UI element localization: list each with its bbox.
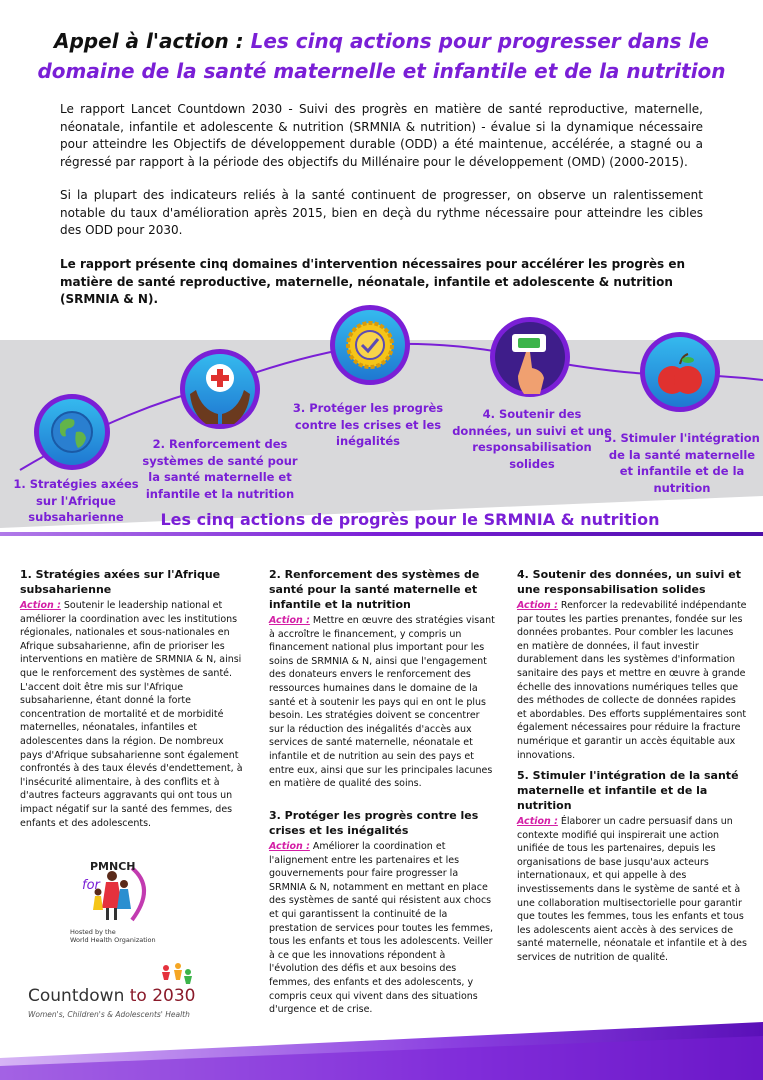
pmnch-for: for xyxy=(82,878,100,893)
action-2-heading: 2. Renforcement des systèmes de santé pour la santé maternelle et infantile et la nutrition xyxy=(269,568,480,611)
intro-paragraph-3: Le rapport présente cinq domaines d'intervention nécessaires pour accélérer les progrès en matière de santé reproductive, maternelle, néonatale, infantile et adolescente & nutrition (SRMNIA & N). xyxy=(60,257,685,306)
action-4-label: Action : xyxy=(517,600,558,611)
action-1-section xyxy=(20,567,248,830)
hand-pressing-button-icon xyxy=(490,317,570,397)
globe-icon xyxy=(34,394,110,470)
action-4-body: Renforcer la redevabilité indépendante par toutes les parties prenantes, fondée sur les données probantes. Pour combler les lacunes en matière de données, il faut investir durablement dans les systèmes d'information sanitaire des pays et mettre en œuvre à grande échelle des innovations numériques telles que des méthodes de collecte de données rapides et abordables. Des efforts supplémentaires sont également nécessaires pour réduire la fracture numérique et garantir un accès équitable aux innovations. xyxy=(517,600,747,761)
action-3-section xyxy=(269,808,497,1017)
countdown-text-2: to 2030 xyxy=(129,986,196,1006)
pmnch-hosted-line1: Hosted by the xyxy=(70,928,116,936)
footer-wave xyxy=(0,1018,763,1080)
action-2-label: Action : xyxy=(269,615,310,626)
action-1-heading: 1. Stratégies axées sur l'Afrique subsaharienne xyxy=(20,568,221,596)
step-label-5: 5. Stimuler l'intégration de la santé maternelle et infantile et de la nutrition xyxy=(604,431,760,495)
action-5-section xyxy=(517,768,747,965)
pmnch-word: PMNCH xyxy=(90,860,136,873)
action-3-body: Améliorer la coordination et l'alignement entre les partenaires et les gouvernements pour faire progresser la SRMNIA & N, notamment en mettant en place des systèmes de santé qui résistent aux chocs et qui garantissent la continuité de la prestation de services pour toutes les femmes, tous les enfants et tous les adolescents. Veiller à ce que les innovations répondent à l'évolution des défis et aux besoins des femmes, des enfants et des adolescents, y compris ceux qui vivent dans des situations d'urgence et de crise. xyxy=(269,841,494,1016)
action-2-body: Mettre en œuvre des stratégies visant à accroître le financement, y compris un financement national plus important pour les soins de SRMNIA & N, ainsi que l'engagement des donateurs envers le renforcement des ressources humaines dans le domaine de la santé et à soutenir les pays qui en ont le plus besoin. Les stratégies doivent se concentrer sur la réduction des inégalités d'accès aux services de santé maternelle, néonatale et infantile et de nutrition au sein des pays et entre eux, ainsi que sur les principales lacunes en matière de qualité des soins. xyxy=(269,615,495,790)
step-label-4: 4. Soutenir des données, un suivi et une responsabilisation solides xyxy=(452,407,612,471)
action-4-section xyxy=(517,567,747,762)
action-5-label: Action : xyxy=(517,816,558,827)
intro-paragraph-1: Le rapport Lancet Countdown 2030 - Suivi des progrès en matière de santé reproductive, maternelle, néonatale, infantile et adolescente & nutrition (SRMNIA & nutrition) - évalue si la dynamique nécessaire pour atteindre les Objectifs de développement durable (ODD) a été maintenue, accélérée, a stagné ou a régressé par rapport à la période des objectifs du Millénaire pour le développement (OMD) (2000-2015). xyxy=(60,102,703,169)
shield-check-badge-icon xyxy=(330,305,410,385)
action-1-label: Action : xyxy=(20,600,61,611)
countdown-tagline: Women's, Children's & Adolescents' Health xyxy=(28,1010,190,1019)
action-2-section xyxy=(269,567,497,791)
action-5-heading: 5. Stimuler l'intégration de la santé maternelle et infantile et de la nutrition xyxy=(517,769,739,812)
title-main: Les cinq actions pour progresser dans le domaine de la santé maternelle et infantile et de la nutrition xyxy=(37,29,726,83)
countdown-text-1: Countdown xyxy=(28,986,130,1006)
step-label-1: 1. Stratégies axées sur l'Afrique subsaharienne xyxy=(13,477,139,524)
action-3-heading: 3. Protéger les progrès contre les crises et les inégalités xyxy=(269,809,479,837)
countdown-logo xyxy=(28,962,228,1024)
intro-paragraph-2: Si la plupart des indicateurs reliés à la santé continuent de progresser, on observe un ralentissement notable du taux d'amélioration après 2015, bien en deçà du rythme nécessaire pour atteindre les cibles des ODD pour 2030. xyxy=(60,188,703,237)
action-4-heading: 4. Soutenir des données, un suivi et une responsabilisation solides xyxy=(517,568,741,596)
action-3-label: Action : xyxy=(269,841,310,852)
hands-medical-cross-icon xyxy=(180,349,260,429)
band-title: Les cinq actions de progrès pour le SRMNIA & nutrition xyxy=(160,510,660,529)
band-divider xyxy=(0,532,763,536)
page-title xyxy=(20,26,743,86)
action-5-body: Élaborer un cadre persuasif dans un contexte modifié qui inspirerait une action unifiée de tous les partenaires, depuis les organisations de base jusqu'aux acteurs internationaux, et qui appelle à des investissements dans le système de santé et à une collaboration multisectorielle pour garantir que toutes les femmes, tous les enfants et tous les adolescents aient accès à des services de santé maternelle, néonatale et infantile et à des services de nutrition de qualité. xyxy=(517,816,747,963)
title-prefix: Appel à l'action : xyxy=(54,29,244,53)
apple-icon xyxy=(640,332,720,412)
pmnch-logo xyxy=(70,858,180,948)
step-label-3: 3. Protéger les progrès contre les crises et les inégalités xyxy=(292,401,444,448)
countdown-wordmark xyxy=(28,986,196,1006)
pmnch-hosted-line2: World Health Organization xyxy=(70,936,156,944)
action-1-body: Soutenir le leadership national et améliorer la coordination avec les institutions régionales, nationales et sous-nationales en Afrique subsaharienne, afin de prioriser les interventions en matière de SRMNIA & N, ainsi que le renforcement des systèmes de santé. L'accent doit être mis sur l'Afrique subsaharienne, étant donné la forte concentration de mortalité et de morbidité maternelles, néonatales, infantiles et adolescentes dans la région. De nombreux pays d'Afrique subsaharienne sont également confrontés à des taux élevés d'endettement, à l'insécurité alimentaire, à des conflits et à d'autres facteurs aggravants qui ont tous un impact négatif sur la santé des femmes, des enfants et des adolescents. xyxy=(20,600,243,829)
step-label-2: 2. Renforcement des systèmes de santé pour la santé maternelle et infantile et la nutrition xyxy=(142,437,298,501)
